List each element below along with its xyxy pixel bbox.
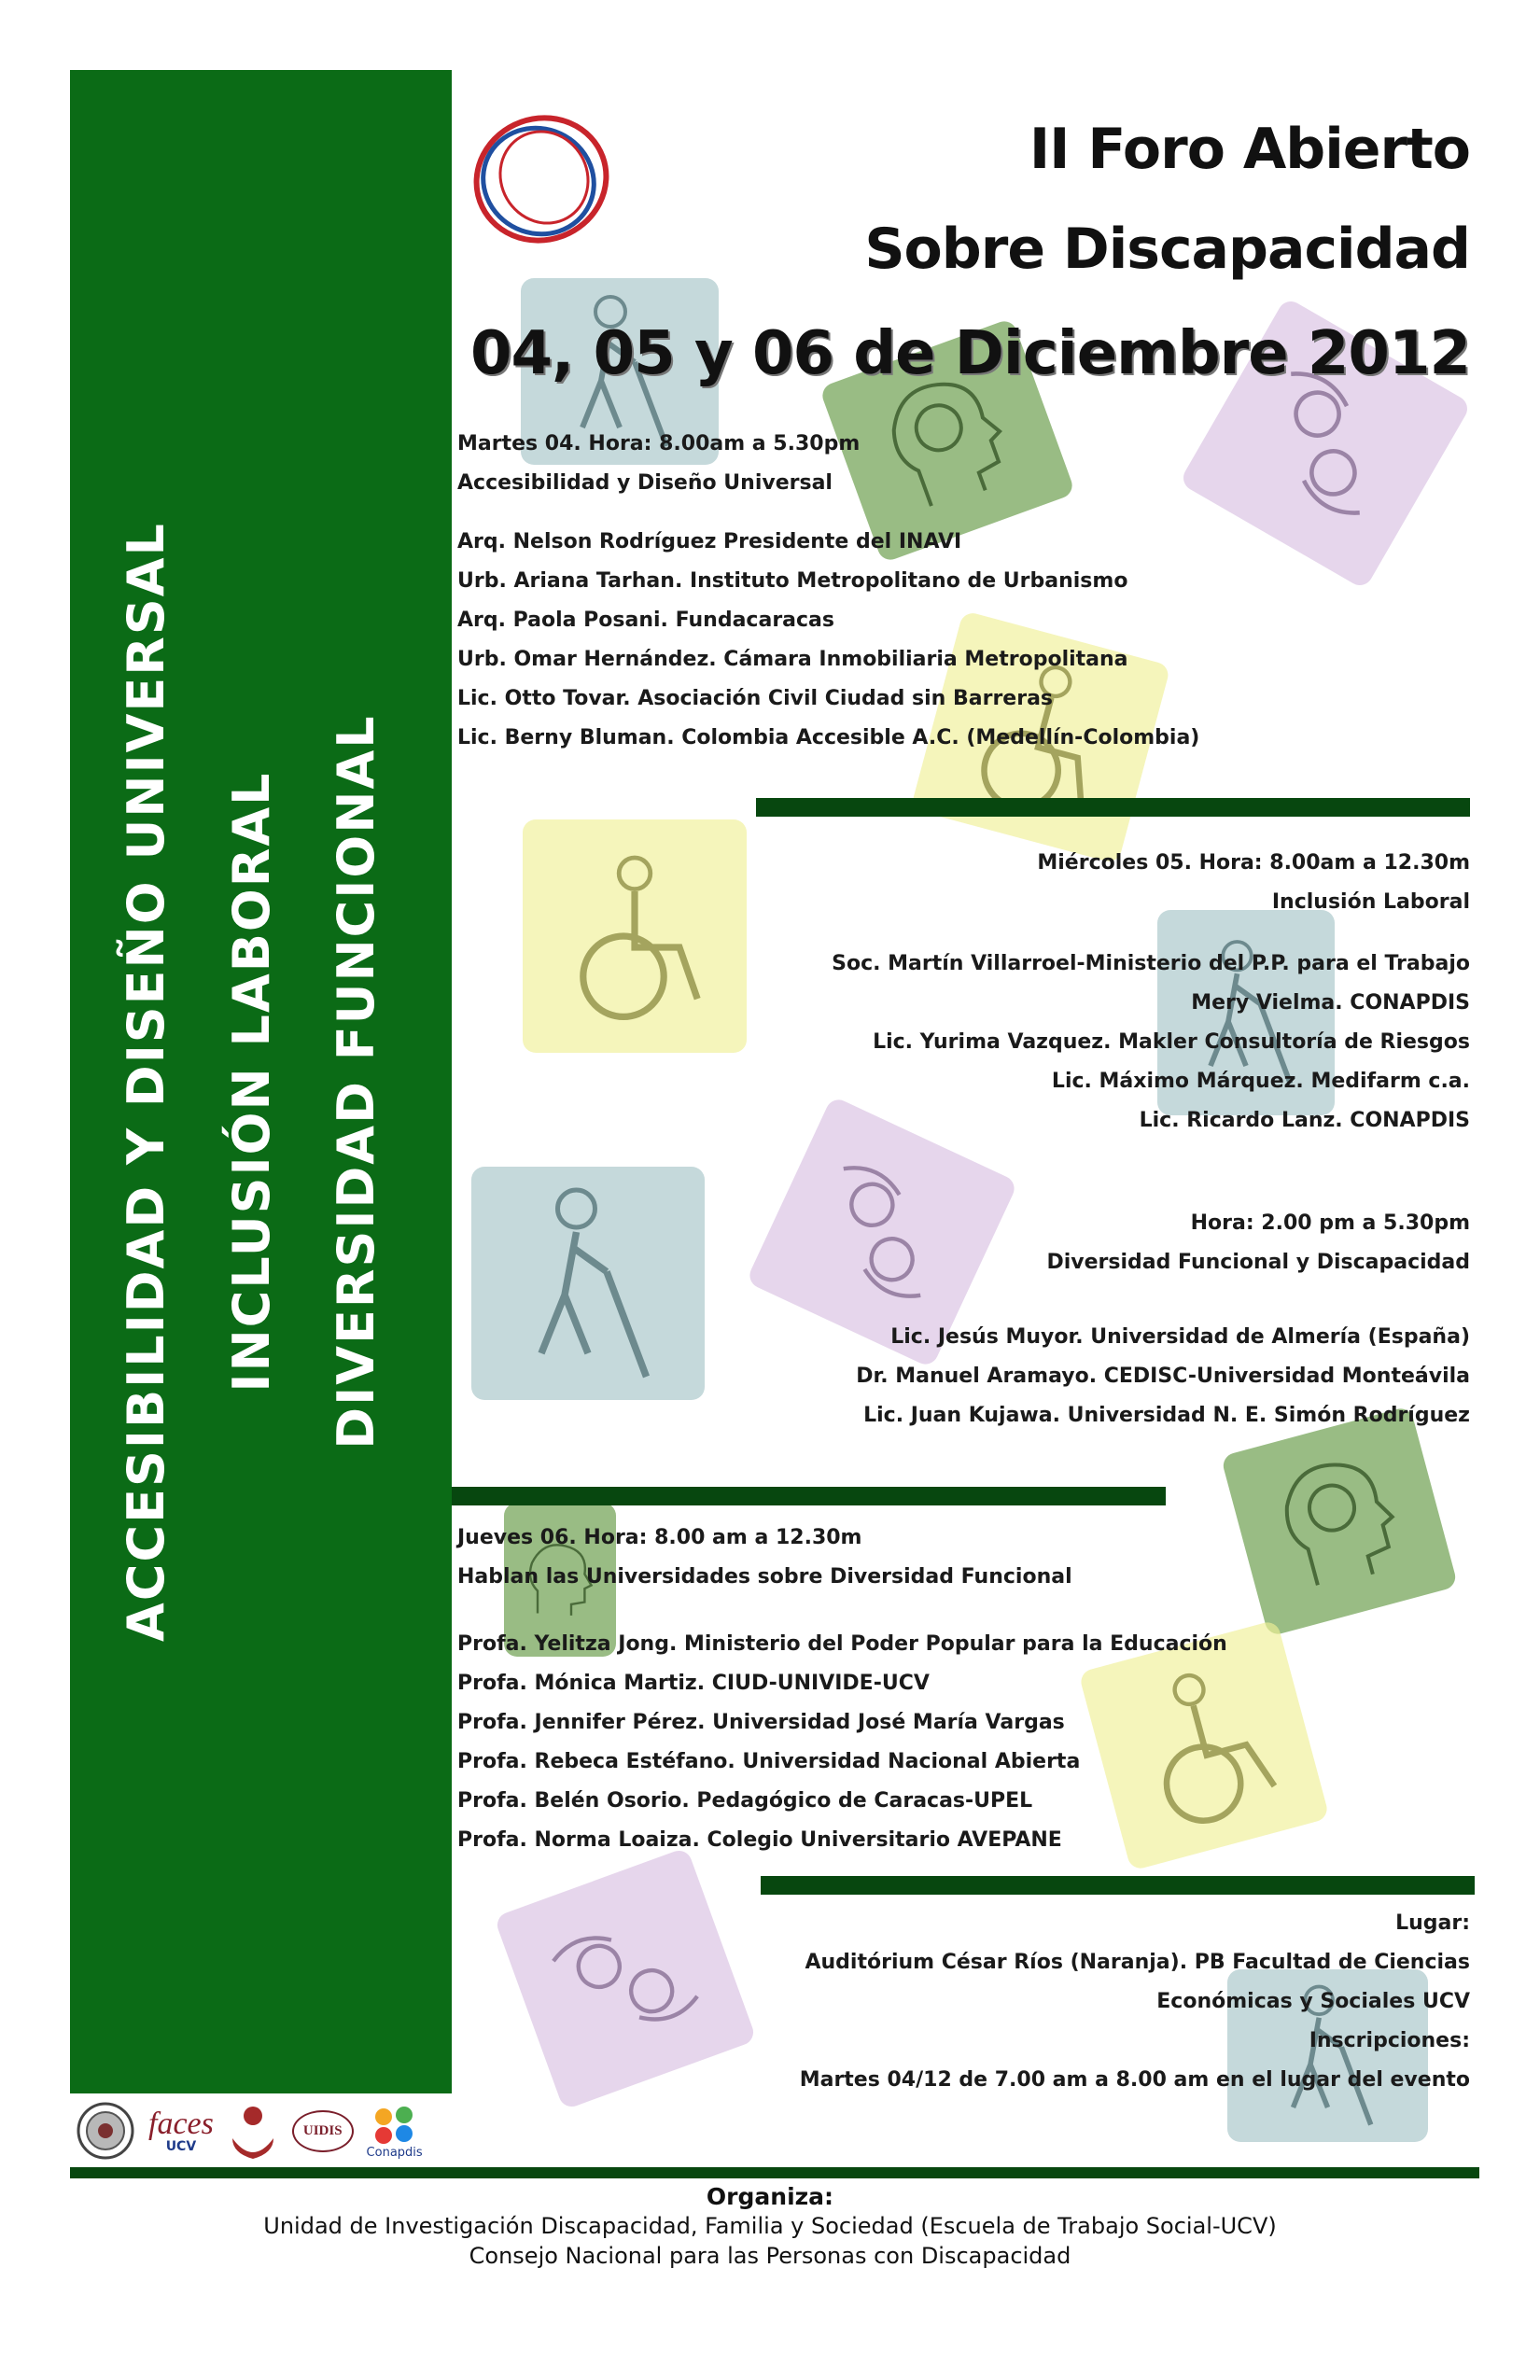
day2-time: Miércoles 05. Hora: 8.00am a 12.30m xyxy=(1037,851,1470,875)
divider xyxy=(756,798,1470,817)
speaker-row: Soc. Martín Villarroel-Ministerio del P.P. para el Trabajo xyxy=(832,952,1470,975)
organiza-line1: Unidad de Investigación Discapacidad, Familia y Sociedad (Escuela de Trabajo Social-UCV) xyxy=(263,2213,1277,2239)
speaker-row: Profa. Jennifer Pérez. Universidad José María Vargas xyxy=(457,1711,1065,1734)
ucv-seal-icon xyxy=(76,2101,135,2161)
head-profile-icon xyxy=(1221,1406,1459,1637)
footer-divider xyxy=(70,2167,1479,2178)
speaker-row: Urb. Omar Hernández. Cámara Inmobiliaria Metropolitana xyxy=(457,648,1128,671)
speaker-row: Lic. Ricardo Lanz. CONAPDIS xyxy=(1139,1109,1470,1132)
speaker-row: Lic. Otto Tovar. Asociación Civil Ciudad sin Barreras xyxy=(457,687,1054,710)
title-line2: Sobre Discapacidad xyxy=(864,217,1470,282)
sidebar-line-diversidad: DIVERSIDAD FUNCIONAL xyxy=(327,714,385,1449)
speaker-row: Lic. Máximo Márquez. Medifarm c.a. xyxy=(1051,1070,1470,1093)
speaker-row: Lic. Berny Bluman. Colombia Accesible A.C. (Medellín-Colombia) xyxy=(457,726,1200,749)
registration-text: Martes 04/12 de 7.00 am a 8.00 am en el lugar del evento xyxy=(799,2068,1470,2092)
afternoon-topic: Diversidad Funcional y Discapacidad xyxy=(1046,1251,1470,1274)
family-logo-icon xyxy=(227,2101,279,2161)
speaker-row: Mery Vielma. CONAPDIS xyxy=(1191,991,1470,1015)
conapdis-logo xyxy=(367,2104,423,2159)
organiza-line2: Consejo Nacional para las Personas con Discapacidad xyxy=(469,2243,1071,2269)
speaker-row: Profa. Belén Osorio. Pedagógico de Caracas-UPEL xyxy=(457,1789,1033,1813)
speaker-row: Profa. Yelitza Jong. Ministerio del Poder Popular para la Educación xyxy=(457,1632,1227,1656)
day3-topic: Hablan las Universidades sobre Diversidad Funcional xyxy=(457,1565,1072,1589)
divider xyxy=(452,1487,1166,1505)
title-line1: II Foro Abierto xyxy=(1029,117,1470,182)
sidebar xyxy=(70,70,452,2093)
day1-time: Martes 04. Hora: 8.00am a 5.30pm xyxy=(457,432,861,455)
sign-language-icon xyxy=(494,1847,757,2110)
ucv-logo-text: UCV xyxy=(165,2139,197,2154)
sponsor-logos xyxy=(70,2093,477,2168)
speaker-row: Profa. Rebeca Estéfano. Universidad Nacional Abierta xyxy=(457,1750,1081,1773)
speaker-row: Lic. Juan Kujawa. Universidad N. E. Simón Rodríguez xyxy=(863,1404,1470,1427)
event-dates: 04, 05 y 06 de Diciembre 2012 xyxy=(469,319,1470,388)
venue-label: Lugar: xyxy=(1395,1911,1470,1935)
venue-line2: Económicas y Sociales UCV xyxy=(1156,1990,1470,2013)
conapdis-logo-text: Conapdis xyxy=(366,2145,423,2160)
organiza-label: Organiza: xyxy=(706,2183,834,2210)
day2-topic: Inclusión Laboral xyxy=(1271,890,1470,914)
divider xyxy=(761,1876,1475,1895)
day3-time: Jueves 06. Hora: 8.00 am a 12.30m xyxy=(457,1526,862,1549)
speaker-row: Dr. Manuel Aramayo. CEDISC-Universidad Monteávila xyxy=(856,1365,1470,1388)
blind-person-icon xyxy=(471,1167,705,1400)
faces-logo-text: faces xyxy=(148,2107,214,2141)
day1-topic: Accesibilidad y Diseño Universal xyxy=(457,471,833,495)
wheelchair-icon xyxy=(523,819,747,1053)
speaker-row: Profa. Norma Loaiza. Colegio Universitario AVEPANE xyxy=(457,1828,1062,1852)
speaker-row: Lic. Yurima Vazquez. Makler Consultoría de Riesgos xyxy=(873,1030,1470,1054)
afternoon-time: Hora: 2.00 pm a 5.30pm xyxy=(1190,1211,1470,1235)
speaker-row: Arq. Nelson Rodríguez Presidente del INAVI xyxy=(457,530,962,553)
speaker-row: Lic. Jesús Muyor. Universidad de Almería (España) xyxy=(890,1325,1470,1349)
speaker-row: Arq. Paola Posani. Fundacaracas xyxy=(457,609,834,632)
uidis-logo xyxy=(292,2110,354,2152)
sidebar-line-accesibilidad: ACCESIBILIDAD Y DISEÑO UNIVERSAL xyxy=(117,522,175,1642)
faces-ucv-logo xyxy=(148,2108,214,2153)
speaker-row: Profa. Mónica Martiz. CIUD-UNIVIDE-UCV xyxy=(457,1672,930,1695)
sidebar-line-inclusion: INCLUSIÓN LABORAL xyxy=(222,771,281,1393)
registration-label: Inscripciones: xyxy=(1309,2029,1470,2052)
venue-line1: Auditórium César Ríos (Naranja). PB Facultad de Ciencias xyxy=(805,1951,1470,1974)
forum-logo xyxy=(462,105,621,254)
uidis-logo-text: UIDIS xyxy=(292,2110,354,2152)
speaker-row: Urb. Ariana Tarhan. Instituto Metropolitano de Urbanismo xyxy=(457,569,1128,593)
